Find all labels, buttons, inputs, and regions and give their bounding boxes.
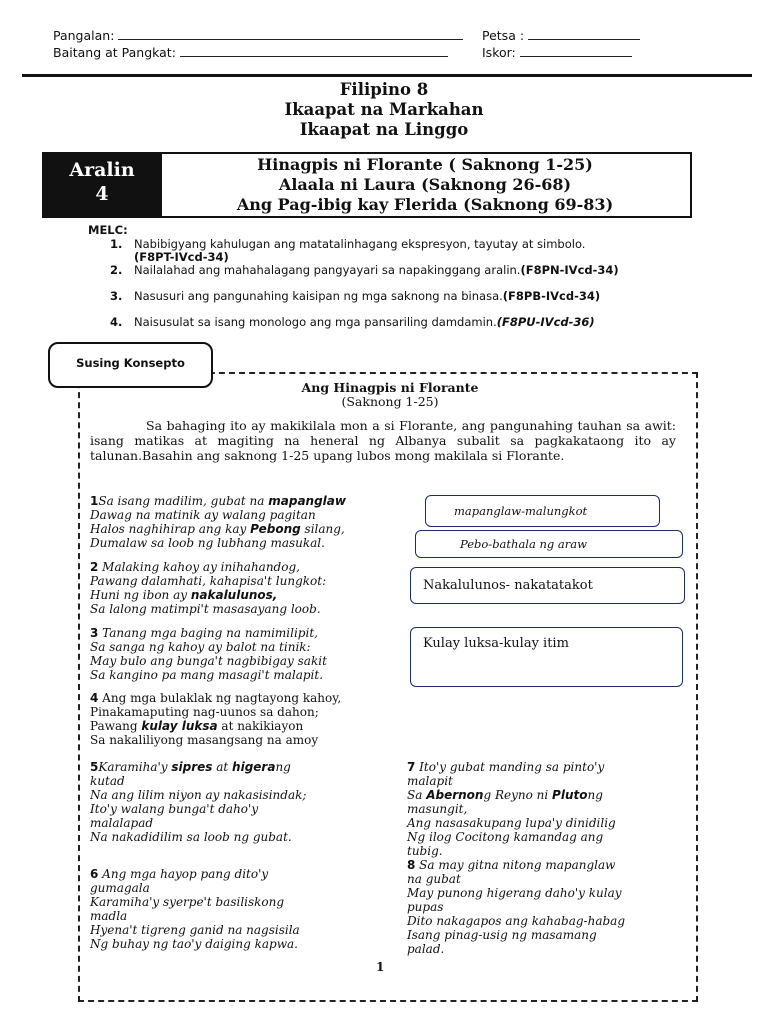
stanza-line: Ng ilog Cocitong kamandag ang [407,830,604,844]
stanza-line: Sa lalong matimpi't masasayang loob. [90,602,321,616]
melc-num: 4. [110,315,123,329]
stanza-line: malalapad [90,816,154,830]
melc-code: (F8PT-IVcd-34) [134,250,229,264]
stanza-8 [407,858,682,956]
stanza-keyword: Pebong [250,522,301,536]
stanza-number: 6 [90,867,99,881]
aralin-number: 4 [95,183,109,205]
gloss-box-2 [415,530,683,558]
stanza-line: na gubat [407,872,461,886]
stanza-line: kutad [90,774,125,788]
stanza-line: Karamiha'y syerpe't basiliskong [90,895,285,909]
stanza-1 [90,494,420,550]
melc-text: Nailalahad ang mahahalagang pangyayari sa napakinggang aralin. [134,263,521,277]
pangalan-row [53,28,463,43]
stanza-line: Pawang [90,719,142,733]
iskor-label: Iskor: [482,45,516,60]
header-divider [22,74,752,77]
stanza-line: Na nakadidilim sa loob ng gubat. [90,830,292,844]
pangalan-field[interactable] [118,28,463,40]
stanza-keyword: Abernon [426,788,484,802]
stanza-line: May punong higerang daho'y kulay [407,886,622,900]
stanza-line: Ng buhay ng tao'y daiging kapwa. [90,937,298,951]
stanza-line: Halos naghihirap ang kay [90,522,251,536]
melc-item-3 [110,290,670,303]
stanza-number: 1 [90,494,99,508]
stanza-line: palad. [407,942,445,956]
stanza-line: Dumalaw sa loob ng lubhang masukal. [90,536,325,550]
gloss-text: mapanglaw-malungkot [454,504,588,518]
lesson-title-3: Ang Pag-ibig kay Flerida (Saknong 69-83) [236,195,614,214]
stanza-line: at nakikiayon [217,719,304,733]
stanza-line: Malaking kahoy ay inihahandog, [98,560,300,574]
lesson-title-2: Alaala ni Laura (Saknong 26-68) [278,175,572,194]
melc-num: 1. [110,237,123,251]
gloss-box-3 [410,567,685,604]
melc-code: (F8PU-IVcd-36) [496,315,595,329]
stanza-line: Sa sanga ng kahoy ay balot na tinik: [90,640,311,654]
stanza-7 [407,760,682,858]
stanza-4 [90,691,420,747]
stanza-line: Ang mga bulaklak ng nagtayong kahoy, [98,691,342,705]
stanza-line: Isang pinag-usig ng masamang [407,928,597,942]
gloss-text: Pebo-bathala ng araw [460,537,587,551]
stanza-line: Sa kangino pa mang masagi't malapit. [90,668,324,682]
gloss-box-1 [425,495,660,527]
gloss-text: Nakalulunos- nakatatakot [423,578,593,593]
gloss-box-4 [410,627,683,687]
lesson-title-1: Hinagpis ni Florante ( Saknong 1-25) [257,155,593,174]
aralin-badge [42,152,162,218]
stanza-line: ng [587,788,603,802]
susing-konsepto-tab: Susing Konsepto [48,342,213,388]
stanza-number: 5 [90,760,99,774]
stanza-line: Ang nasasakupang lupa'y dinidilig [407,816,616,830]
gloss-text: Kulay luksa-kulay itim [423,636,569,651]
reading-intro: Sa bahaging ito ay makikilala mon a si Florante, ang pangunahing tauhan sa awit: isang matikas at magiting na heneral ng Albanya subalit sa pagkakataong ito ay talunan.Basahin ang saknong 1-25 upang lubos mong makilala si Florante. [90,418,676,463]
baitang-row [53,45,448,60]
melc-text: Naisusulat sa isang monologo ang mga pansariling damdamin. [134,315,497,329]
stanza-line: Pinakamaputing nag-uunos sa dahon; [90,705,319,719]
baitang-label: Baitang at Pangkat: [53,45,176,60]
melc-text: Nabibigyang kahulugan ang matatalinhagang ekspresyon, tayutay at simbolo. [134,237,586,251]
stanza-number: 8 [407,858,416,872]
stanza-line: Karamiha'y [98,760,172,774]
stanza-keyword: Pluto [552,788,588,802]
melc-item-2 [110,264,670,277]
melc-num: 3. [110,289,123,303]
stanza-line: Sa nakaliliyong masangsang na amoy [90,733,319,747]
page-number: 1 [376,960,385,974]
melc-code: (F8PN-IVcd-34) [520,263,619,277]
stanza-2 [90,560,420,616]
iskor-row [482,45,632,60]
stanza-number: 2 [90,560,99,574]
stanza-keyword: higera [232,760,276,774]
stanza-line: malapit [407,774,453,788]
stanza-line: Na ang lilim niyon ay nakasisindak; [90,788,307,802]
melc-text: Nasusuri ang pangunahing kaisipan ng mga saknong na binasa. [134,289,503,303]
stanza-line: Ang mga hayop pang dito'y [98,867,269,881]
stanza-number: 4 [90,691,99,705]
melc-num: 2. [110,263,123,277]
stanza-line: Hyena't tigreng ganid na nagsisila [90,923,300,937]
reading-title: Ang Hinagpis ni Florante [301,380,479,395]
melc-code: (F8PB-IVcd-34) [502,289,601,303]
stanza-line: Dawag na matinik ay walang pagitan [90,508,316,522]
stanza-line: Dito nakagapos ang kahabag-habag [407,914,626,928]
stanza-line: tubig. [407,844,443,858]
title-quarter: Ikaapat na Markahan [284,100,484,119]
stanza-6 [90,867,380,951]
stanza-line: masungit, [407,802,468,816]
stanza-line: at [212,760,233,774]
melc-label: MELC: [88,223,128,237]
melc-item-1 [110,238,670,264]
petsa-row [482,28,640,43]
stanza-line: Sa [407,788,427,802]
stanza-number: 3 [90,626,99,640]
stanza-line: Huni ng ibon ay [90,588,191,602]
stanza-keyword: sipres [171,760,213,774]
iskor-field[interactable] [520,45,632,57]
title-week: Ikaapat na Linggo [299,120,469,139]
petsa-label: Petsa : [482,28,525,43]
stanza-3 [90,626,420,682]
petsa-field[interactable] [528,28,640,40]
stanza-line: g Reyno ni [483,788,553,802]
title-subject: Filipino 8 [339,80,429,99]
stanza-line: Tanang mga baging na namimilipit, [98,626,318,640]
stanza-keyword: kulay luksa [141,719,218,733]
stanza-line: Pawang dalamhati, kahapisa't lungkot: [90,574,327,588]
stanza-line: Sa may gitna nitong mapanglaw [415,858,616,872]
stanza-line: gumagala [90,881,150,895]
stanza-line: Ito'y walang bunga't daho'y [90,802,259,816]
reading-subtitle: (Saknong 1-25) [341,394,439,409]
aralin-label: Aralin [69,159,135,181]
stanza-line: Ito'y gubat manding sa pinto'y [415,760,605,774]
stanza-keyword: nakalulunos, [190,588,278,602]
melc-item-4 [110,316,670,329]
stanza-line: ng [275,760,291,774]
stanza-line: May bulo ang bunga't nagbibigay sakit [90,654,327,668]
pangalan-label: Pangalan: [53,28,115,43]
stanza-line: pupas [407,900,444,914]
stanza-number: 7 [407,760,416,774]
stanza-line: Sa isang madilim, gubat na [98,494,269,508]
stanza-keyword: mapanglaw [268,494,346,508]
baitang-field[interactable] [180,45,448,57]
stanza-line: silang, [300,522,345,536]
stanza-5 [90,760,380,844]
stanza-line: madla [90,909,128,923]
